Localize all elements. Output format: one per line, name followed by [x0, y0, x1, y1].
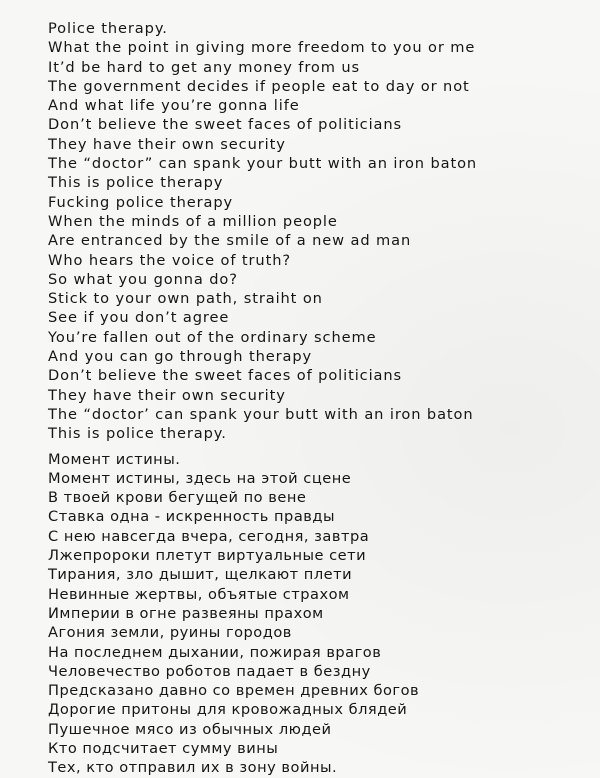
russian-lyric-line: Человечество роботов падает в бездну [48, 662, 371, 680]
english-lyric-line: They have their own security [48, 386, 286, 404]
english-lyric-line: Fucking police therapy [48, 193, 234, 211]
russian-lyric-line: Империи в огне развеяны прахом [48, 604, 324, 622]
russian-lyric-line: Ставка одна - искренность правды [48, 508, 335, 526]
russian-lyric-line: Тирания, зло дышит, щелкают плети [48, 566, 353, 584]
english-lyric-line: They have their own security [48, 135, 286, 153]
english-lyric-line: The government decides if people eat to day or not [48, 77, 470, 95]
english-lyric-line: So what you gonna do? [48, 270, 238, 288]
english-lyric-line: This is police therapy. [48, 425, 227, 443]
russian-lyric-line: Предсказано давно со времен древних богов [48, 682, 420, 700]
english-lyric-line: You’re fallen out of the ordinary scheme [48, 328, 377, 346]
english-lyric-line: Who hears the voice of truth? [48, 251, 292, 269]
russian-lyric-line: С нею навсегда вчера, сегодня, завтра [48, 527, 370, 545]
english-lyric-line: See if you don’t agree [48, 309, 230, 327]
english-lyric-line: Don’t believe the sweet faces of politicians [48, 116, 403, 134]
lyrics-text [48, 19, 596, 778]
russian-lyric-line: На последнем дыхании, пожирая врагов [48, 643, 382, 661]
russian-lyric-line: Момент истины, здесь на этой сцене [48, 469, 352, 487]
russian-lyric-line: Кто подсчитает сумму вины [48, 739, 279, 757]
english-lyric-line: What the point in giving more freedom to you or me [48, 39, 476, 57]
english-lyric-line: This is police therapy [48, 174, 224, 192]
russian-lyric-line: Тех, кто отправил их в зону войны. [48, 759, 338, 777]
russian-lyric-line: Невинные жертвы, объятые страхом [48, 585, 350, 603]
russian-lyric-line: Лжепророки плетут виртуальные сети [48, 547, 367, 565]
russian-lyric-line: В твоей крови бегущей по вене [48, 489, 307, 507]
english-lyric-line: When the minds of a million people [48, 212, 338, 230]
russian-lyric-line: Пушечное мясо из обычных людей [48, 720, 332, 738]
english-lyrics [48, 19, 596, 444]
english-lyric-line: And what life you’re gonna life [48, 97, 300, 115]
english-lyric-line: It’d be hard to get any money from us [48, 58, 361, 76]
russian-lyric-line: Агония земли, руины городов [48, 624, 292, 642]
english-lyric-line: Stick to your own path, straiht on [48, 290, 323, 308]
english-lyric-line: The “doctor’ can spank your butt with an iron baton [48, 405, 474, 423]
russian-lyric-line: Момент истины. [48, 450, 181, 468]
english-lyric-line: The “doctor” can spank your butt with an iron baton [48, 155, 478, 173]
english-lyric-line: Don’t believe the sweet faces of politicians [48, 367, 403, 385]
russian-lyrics [48, 450, 596, 778]
english-lyric-line: And you can go through therapy [48, 348, 313, 366]
russian-lyric-line: Дорогие притоны для кровожадных блядей [48, 701, 408, 719]
english-lyric-line: Police therapy. [48, 20, 168, 37]
english-lyric-line: Are entranced by the smile of a new ad man [48, 232, 412, 250]
